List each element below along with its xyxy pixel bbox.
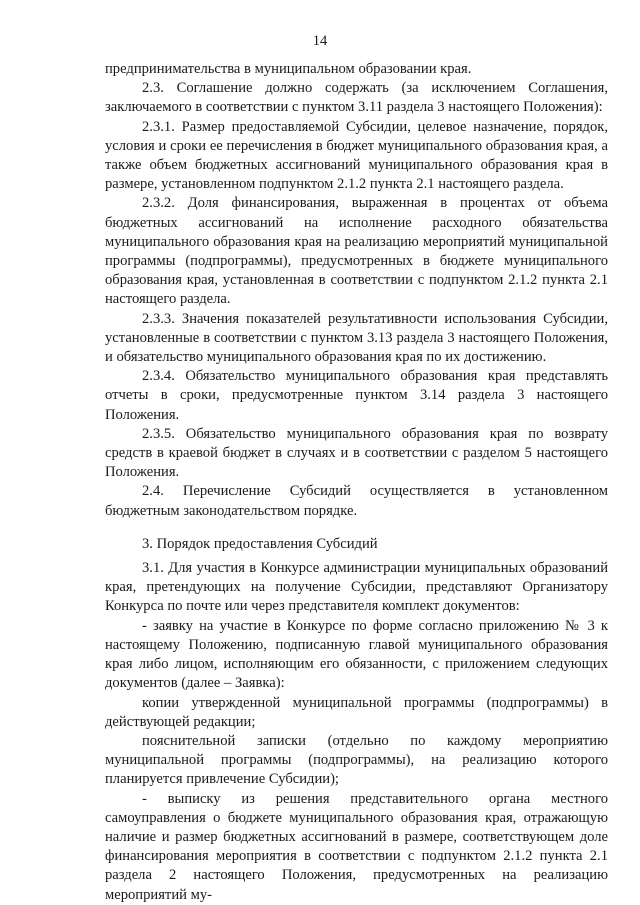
paragraph: пояснительной записки (отдельно по каждому мероприятию муниципальной программы (подпрограммы), на реализацию которого планируется привлечение Субсидии);	[105, 732, 608, 788]
paragraph: 2.3.1. Размер предоставляемой Субсидии, целевое назначение, порядок, условия и сроки ее перечисления в бюджет муниципального образования края, а также объем бюджетных ассигнований муниципального образования края в размере, установленном подпунктом 2.1.2 пункта 2.1 настоящего раздела.	[105, 118, 608, 193]
paragraph: предпринимательства в муниципальном образовании края.	[105, 61, 472, 77]
paragraph: 3.1. Для участия в Конкурсе администрации муниципальных образований края, претендующих на получение Субсидии, представляют Организатору Конкурса по почте или через представителя комплект документов:	[105, 560, 608, 615]
paragraph: 2.3.2. Доля финансирования, выраженная в процентах от объема бюджетных ассигнований на исполнение расходного обязательства муниципального образования края на реализацию мероприятий муниципальной программы (подпрограммы), предусмотренных в бюджете муниципального образования края, установленная в соответствии с подпунктом 2.1.2 пункта 2.1 настоящего раздела.	[105, 195, 608, 308]
paragraph: 2.3.3. Значения показателей результативности использования Субсидии, установленные в соответствии с пунктом 3.13 раздела 3 настоящего Положения, и обязательство муниципального образования края по их достижению.	[105, 310, 608, 366]
paragraph: - заявку на участие в Конкурсе по форме согласно приложению № 3 к настоящему Положению, подписанную главой муниципального образования края либо лицом, исполняющим его обязанности, с приложением следующих документов (далее – Заявка):	[105, 617, 608, 692]
section-heading: 3. Порядок предоставления Субсидий	[142, 535, 378, 552]
paragraph: - выписку из решения представительного органа местного самоуправления о бюджете муниципального образования края, отражающую наличие и размер бюджетных ассигнований в размере, соответствующем доле финансирования мероприятия в соответствии с подпунктом 2.1.2 пункта 2.1 раздела 2 настоящего Положения, предусмотренных на реализацию мероприятий му-	[105, 790, 608, 903]
document-body	[105, 60, 608, 905]
paragraph: 2.3.4. Обязательство муниципального образования края представлять отчеты в сроки, предусмотренные пунктом 3.14 раздела 3 настоящего Положения.	[105, 368, 608, 423]
paragraph: копии утвержденной муниципальной программы (подпрограммы) в действующей редакции;	[105, 694, 608, 730]
paragraph: 2.3. Соглашение должно содержать (за исключением Соглашения, заключаемого в соответствии с пунктом 3.11 раздела 3 настоящего Положения):	[105, 80, 608, 116]
paragraph: 2.4. Перечисление Субсидий осуществляется в установленном бюджетным законодательством порядке.	[105, 483, 608, 519]
paragraph: 2.3.5. Обязательство муниципального образования края по возврату средств в краевой бюджет в случаях и в соответствии с разделом 5 настоящего Положения.	[105, 425, 608, 481]
page-number: 14	[312, 33, 328, 49]
